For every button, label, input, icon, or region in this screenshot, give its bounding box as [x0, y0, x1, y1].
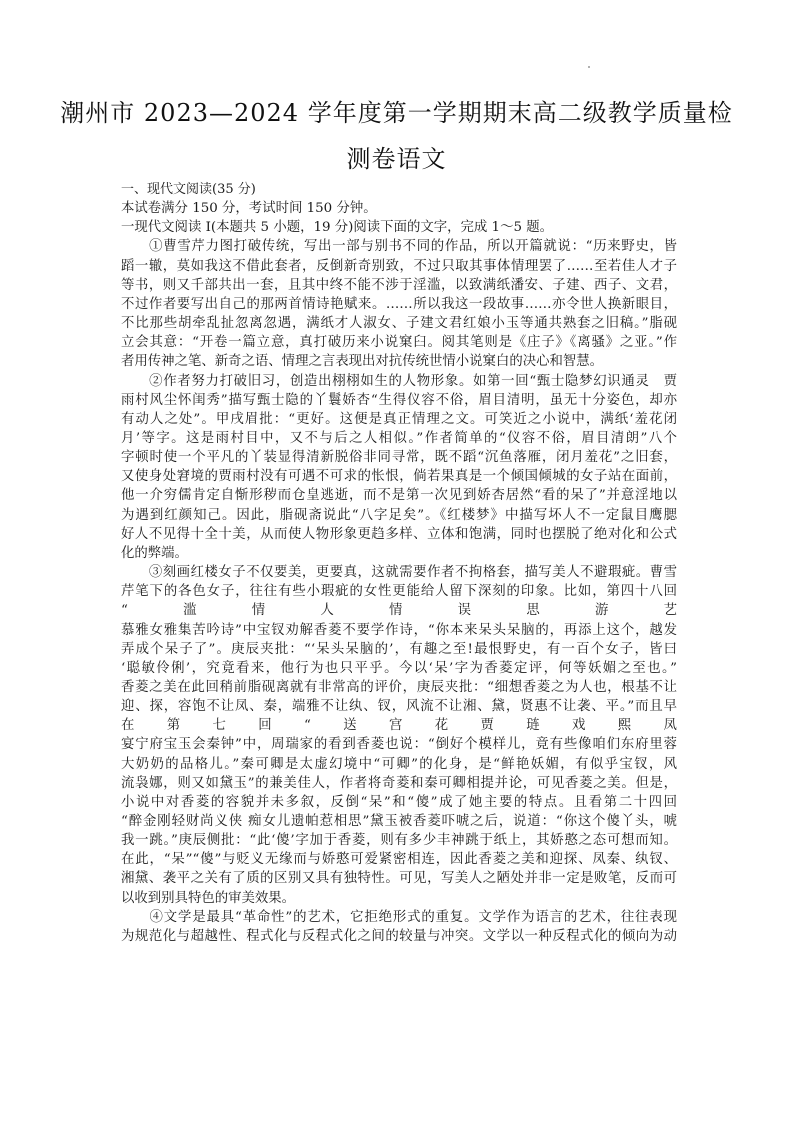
passage-line: 湘黛、袭平之关有了质的区别又具有独特性。可见，写美人之陋处并非一定是败笔，反而可: [121, 871, 677, 887]
section-heading: 一、现代文阅读(35 分): [121, 182, 256, 197]
passage-line: 者用传神之笔、新奇之语、情理之言表现出对抗传统世情小说窠白的决心和智慧。: [121, 354, 604, 370]
passage-line: “醉金刚轻财尚义侠 痴女儿遗帕惹相思”黛玉被香菱吓唬之后，说道：“你这个傻丫头，唬: [121, 813, 677, 829]
passage-line: “ 滥 情 人 情 误 思 游 艺: [121, 603, 677, 619]
passage-line: 不过作者要写出自己的那两首情诗艳赋来。……所以我这一段故事……亦令世人换新眼目，: [121, 296, 677, 312]
passage-line: 为规范化与超越性、程式化与反程式化之间的较量与冲突。文学以一种反程式化的倾向为动: [121, 928, 677, 944]
passage-line: 迎、探，容饱不让凤、秦，端雅不让纨、钗，风流不让湘、黛，贤惠不让袭、平。”而且早: [121, 699, 677, 714]
passage-line: 蹈一辙，莫如我这不借此套者，反倒新奇别致，不过只取其事体情理罢了……至若佳人才子: [121, 258, 677, 274]
passage-line: 大奶奶的品格儿。”秦可卿是太虚幻境中“可卿”的化身，是“鲜艳妖媚，有似乎宝钗，风: [121, 756, 677, 772]
page-title: 潮州市 2023—2024 学年度第一学期期末高二级教学质量检: [60, 99, 733, 127]
passage-line: 香菱之美在此回稍前脂砚离就有非常高的评价，庚辰夹批：“细想香菱之为人也，根基不让: [121, 679, 677, 695]
exam-instruction-line: 本试卷满分 150 分，考试时间 150 分钟。: [121, 201, 377, 217]
passage-line: 雨村风尘怀闺秀”描写甄士隐的丫鬟娇杏“生得仪容不俗，眉目清明，虽无十分姿色，却亦: [121, 392, 677, 408]
passage-line: 在 第 七 回 “ 送 宫 花 贾 琏 戏 熙 凤: [121, 718, 677, 734]
passage-line: 又使身处窘境的贾雨村没有可遇不可求的怅恨，倘若果真是一个倾国倾城的女子站在面前，: [121, 469, 677, 485]
exam-instruction-line: 一现代文阅读 I(本题共 5 小题，19 分)阅读下面的文字，完成 1～5 题。: [121, 220, 554, 236]
passage-line: ‘聪敏伶俐’，究竟看来，他行为也只平乎。今以‘呆’字为香菱定评，何等妖媚之至也。”: [121, 660, 677, 676]
passage-line: 小说中对香菱的容貌并未多叙，反倒“呆”和“傻”成了她主要的特点。且看第二十四回: [121, 794, 677, 810]
passage-line: 字顿时使一个平凡的丫装显得清新脱俗非同寻常，既不蹈“沉鱼落雁，闭月羞花”之旧套，: [121, 450, 677, 466]
passage-line: 流袅娜，则又如黛玉”的兼美佳人，作者将奇菱和秦可卿相提并论，可见香菱之美。但是，: [121, 775, 677, 791]
passage-line: 有动人之处”。甲戌眉批：“更好。这便是真正情理之文。可笑近之小说中，满纸‘羞花闭: [121, 411, 677, 427]
passage-line: 化的弊端。: [121, 545, 188, 561]
passage-line: 芹笔下的各色女子，往往有些小瑕疵的女性更能给人留下深刻的印象。比如，第四十八回: [121, 584, 677, 600]
passage-line: ②作者努力打破旧习，创造出栩栩如生的人物形象。如第一回“甄士隐梦幻识通灵 贾: [121, 373, 677, 389]
scan-speck: [588, 66, 590, 68]
passage-line: 在此，“呆”“傻”与贬义无缘而与娇憨可爱紧密相连，因此香菱之美和迎探、凤秦、纨钗、: [121, 852, 677, 868]
passage-line: 我一跳。”庚辰侧批：“此‘傻’字加于香菱，则有多少丰神跳于纸上，其娇憨之态可想而知。: [121, 833, 677, 849]
passage-line: 立会其意：“开卷一篇立意，真打破历来小说窠臼。阅其笔则是《庄子》《离骚》之亚。”作: [121, 335, 677, 351]
passage-line: 为遇到红颜知己。因此，脂砚斋说此“八字足矣”。《红楼梦》中描写坏人不一定鼠目鹰腮: [121, 507, 677, 523]
passage-line: 宴宁府宝玉会秦钟”中，周瑞家的看到香菱也说：“倒好个模样儿，竟有些像咱们东府里蓉: [121, 737, 677, 753]
passage-line: ①曹雪芹力图打破传统，写出一部与别书不同的作品，所以开篇就说：“历来野史，皆: [121, 239, 677, 255]
passage-line: 等书，则又千部共出一套，且其中终不能不涉于淫滥，以致满纸潘安、子建、西子、文君，: [121, 277, 677, 293]
passage-line: ③刻画红楼女子不仅要美，更要真，这就需要作者不拘格套，描写美人不避瑕疵。曹雪: [121, 565, 677, 580]
passage-line: 以收到别具特色的审美效果。: [121, 890, 296, 906]
passage-line: 好人不见得十全十美，从而使人物形象更趋多样、立体和饱满，同时也摆脱了绝对化和公式: [121, 526, 677, 542]
passage-line: 弄成个呆子了”。庚辰夹批：“‘呆头呆脑的’，有趣之至!最恨野史，有一百个女子，皆曰: [121, 641, 677, 657]
passage-line: ④文学是最具“革命性”的艺术，它拒绝形式的重复。文学作为语言的艺术，往往表现: [121, 909, 677, 925]
passage-line: 不比那些胡牵乱扯忽离忽遇，满纸才人淑女、子建文君红娘小玉等通共熟套之旧稿。”脂砚: [121, 316, 677, 331]
passage-line: 慕雅女雅集苦吟诗”中宝钗劝解香菱不要学作诗，“你本来呆头呆脑的，再添上这个，越发: [121, 622, 677, 638]
page-title-continued: 测卷语文: [346, 145, 447, 173]
passage-line: 月’等字。这是雨村目中，又不与后之人相似。”作者简单的“仪容不俗，眉目清朗”八个: [121, 430, 677, 446]
passage-line: 他一介穷儒肯定自惭形秽而仓皇逃逝，而不是第一次见到娇杏居然“看的呆了”并意淫地以: [121, 488, 677, 504]
